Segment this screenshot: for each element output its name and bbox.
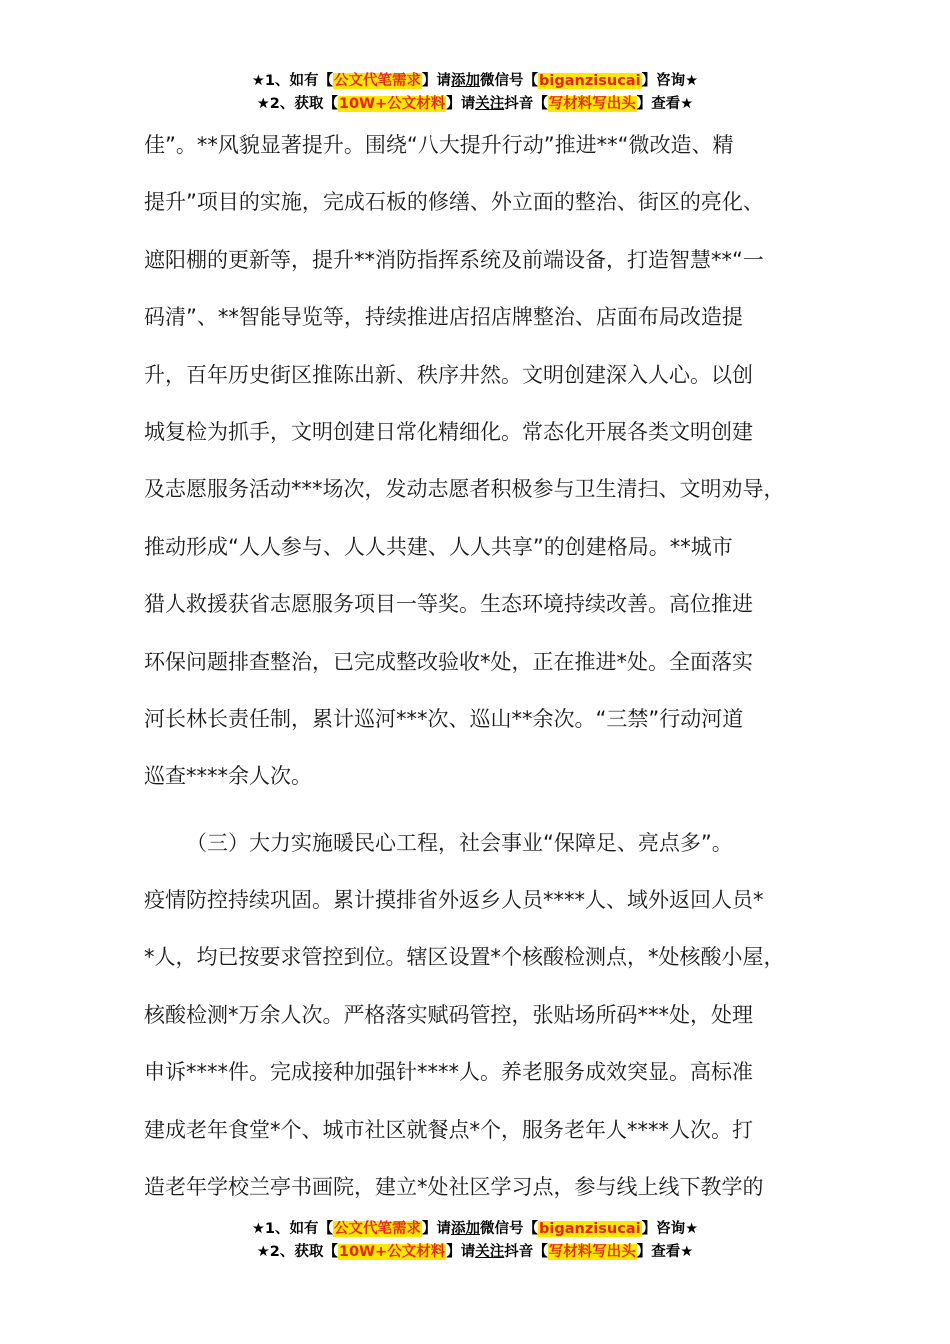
text-line: 河长林长责任制，累计巡河***次、巡山**余次。“三禁”行动河道 — [144, 706, 744, 731]
promo-line-1-suffix: 】咨询★ — [641, 73, 699, 89]
top-promo-banner — [0, 70, 950, 116]
paragraph-urban-environment — [144, 122, 824, 811]
text-line: 申诉****件。完成接种加强针****人。养老服务成效突显。高标准 — [144, 1060, 753, 1085]
promo-highlight-douyin-account: 写材料写出头 — [548, 1244, 636, 1260]
promo-underlined-follow: 关注 — [475, 96, 505, 112]
paragraph-gap — [144, 811, 824, 820]
text-line: 城复检为抓手，文明创建日常化精细化。常态化开展各类文明创建 — [144, 419, 753, 444]
promo-line-2 — [0, 93, 950, 116]
promo-highlight-materials: 10W+公文材料 — [338, 1244, 446, 1260]
text-line: 建成老年食堂*个、城市社区就餐点*个，服务老年人****人次。打 — [144, 1117, 753, 1142]
text-line: 造老年学校兰亭书画院，建立*处社区学习点，参与线上线下教学的 — [144, 1175, 764, 1200]
bottom-promo-banner — [0, 1218, 950, 1264]
text-line: 巡查****余人次。 — [144, 764, 312, 789]
promo-highlight-writing-service: 公文代笔需求 — [334, 73, 422, 89]
promo-line-2 — [0, 1241, 950, 1264]
paragraph-social-welfare — [144, 820, 824, 1222]
text-line: 佳”。**风貌显著提升。围绕“八大提升行动”推进**“微改造、精 — [144, 133, 734, 157]
text-line: 升，百年历史街区推陈出新、秩序井然。文明创建深入人心。以创 — [144, 362, 753, 387]
promo-line-2-prefix: ★2、获取【 — [256, 1244, 338, 1260]
promo-line-1 — [0, 1218, 950, 1241]
promo-highlight-writing-service: 公文代笔需求 — [334, 1221, 422, 1237]
promo-underlined-add: 添加 — [451, 1221, 481, 1237]
text-line: 及志愿服务活动***场次，发动志愿者积极参与卫生清扫、文明劝导， — [144, 477, 785, 502]
text-line: *人，均已按要求管控到位。辖区设置*个核酸检测点，*处核酸小屋， — [144, 945, 785, 970]
promo-line-2-suffix: 】查看★ — [636, 96, 694, 112]
text-line: 疫情防控持续巩固。累计摸排省外返乡人员****人、域外返回人员* — [144, 888, 764, 913]
promo-line-1-prefix: ★1、如有【 — [251, 73, 334, 89]
promo-line-1-mid2: 微信号【 — [480, 1221, 539, 1237]
text-line: 推动形成“人人参与、人人共建、人人共享”的创建格局。**城市 — [144, 534, 733, 559]
promo-line-1 — [0, 70, 950, 93]
promo-line-1-prefix: ★1、如有【 — [251, 1221, 334, 1237]
promo-underlined-follow: 关注 — [475, 1244, 505, 1260]
text-line: 提升”项目的实施，完成石板的修缮、外立面的整治、街区的亮化、 — [144, 190, 764, 215]
promo-line-1-mid2: 微信号【 — [480, 73, 539, 89]
promo-highlight-wechat-id: biganzisucai — [539, 1221, 641, 1237]
promo-line-2-mid2: 抖音【 — [504, 1244, 548, 1260]
promo-line-2-mid: 】请 — [446, 96, 476, 112]
promo-line-2-mid: 】请 — [446, 1244, 476, 1260]
promo-highlight-douyin-account: 写材料写出头 — [548, 96, 636, 112]
text-line: 核酸检测*万余人次。严格落实赋码管控，张贴场所码***处，处理 — [144, 1002, 753, 1027]
promo-underlined-add: 添加 — [451, 73, 481, 89]
promo-line-1-mid: 】请 — [422, 1221, 452, 1237]
promo-highlight-materials: 10W+公文材料 — [338, 96, 446, 112]
text-line: 码清”、**智能导览等，持续推进店招店牌整治、店面布局改造提 — [144, 305, 743, 330]
text-line: 猎人救援获省志愿服务项目一等奖。生态环境持续改善。高位推进 — [144, 592, 753, 617]
text-line: 遮阳棚的更新等，提升**消防指挥系统及前端设备，打造智慧**“一 — [144, 247, 764, 272]
promo-line-2-mid2: 抖音【 — [504, 96, 548, 112]
promo-highlight-wechat-id: biganzisucai — [539, 73, 641, 89]
promo-line-1-mid: 】请 — [422, 73, 452, 89]
text-line: 环保问题排查整治，已完成整改验收*处，正在推进*处。全面落实 — [144, 649, 753, 674]
promo-line-2-prefix: ★2、获取【 — [256, 96, 338, 112]
document-body — [144, 122, 824, 1221]
promo-line-1-suffix: 】咨询★ — [641, 1221, 699, 1237]
section-heading-3: （三）大力实施暖民心工程，社会事业“保障足、亮点多”。 — [186, 830, 733, 855]
promo-line-2-suffix: 】查看★ — [636, 1244, 694, 1260]
